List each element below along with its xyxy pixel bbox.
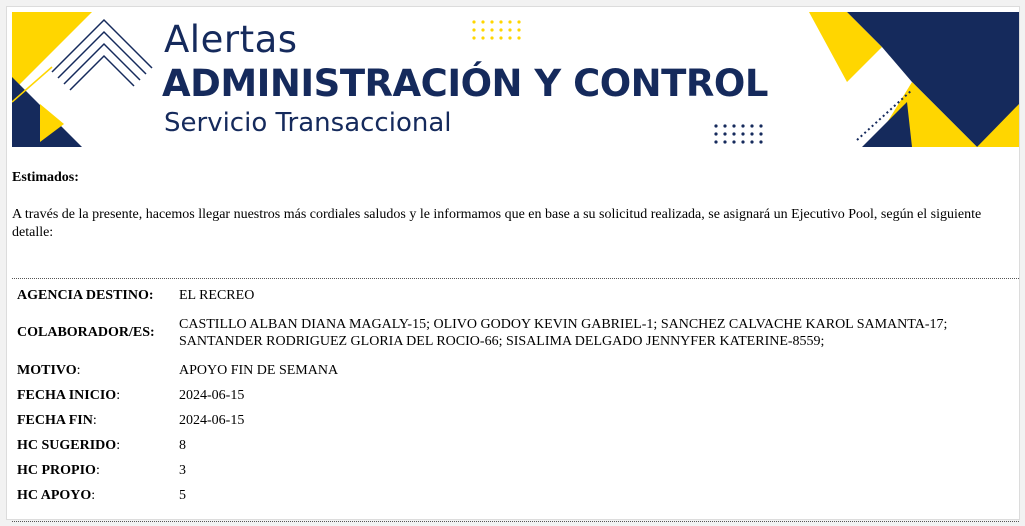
detail-label: FECHA INICIO (17, 387, 117, 403)
detail-row-hc-sugerido (14, 433, 1014, 458)
greeting: Estimados: (12, 170, 79, 185)
detail-value: 3 (179, 463, 186, 478)
banner-title-alertas: Alertas (164, 18, 298, 61)
detail-value: APOYO FIN DE SEMANA (179, 363, 339, 378)
detail-label-suffix: : (116, 437, 121, 453)
detail-label-suffix: : (92, 412, 97, 428)
top-divider (12, 278, 1019, 279)
detail-label: MOTIVO (17, 362, 77, 378)
detail-row-colaboradores (14, 308, 1014, 358)
bottom-divider (12, 521, 1019, 522)
detail-row-fecha-inicio (14, 383, 1014, 408)
detail-value: 5 (179, 488, 186, 503)
detail-value: 2024-06-15 (179, 388, 245, 403)
top-dot-grid (472, 20, 520, 39)
detail-label: COLABORADOR/ES: (17, 325, 155, 340)
detail-label: FECHA FIN (17, 412, 93, 428)
detail-label: HC APOYO (17, 487, 92, 503)
detail-value: 2024-06-15 (179, 413, 245, 428)
detail-label-suffix: : (91, 487, 96, 503)
detail-label-suffix: : (116, 387, 121, 403)
bottom-dot-grid (714, 124, 762, 143)
detail-row-hc-apoyo (14, 483, 1014, 508)
details-table (14, 283, 1014, 508)
detail-label: HC SUGERIDO (17, 437, 117, 453)
detail-label: AGENCIA DESTINO: (17, 287, 154, 303)
detail-label-suffix: : (95, 462, 100, 478)
banner-title-main: ADMINISTRACIÓN Y CONTROL (162, 62, 768, 105)
detail-label-suffix: : (76, 362, 81, 378)
alert-banner (12, 12, 1019, 147)
intro-paragraph: A través de la presente, hacemos llegar nuestros más cordiales saludos y le informamos que en base a su solicitud realizada, se asignará un Ejecutivo Pool, según el siguiente detalle: (12, 207, 982, 240)
banner-subtitle: Servicio Transaccional (164, 108, 452, 138)
detail-value: EL RECREO (179, 288, 255, 303)
detail-label: HC PROPIO (17, 462, 96, 478)
detail-row-motivo (14, 358, 1014, 383)
email-body (6, 6, 1020, 520)
detail-value: 8 (179, 438, 186, 453)
detail-value: CASTILLO ALBAN DIANA MAGALY-15; OLIVO GODOY KEVIN GABRIEL-1; SANCHEZ CALVACHE KAROL SAMANTA-17; SANTANDER RODRIGUEZ GLORIA DEL ROCIO-66; SISALIMA DELGADO JENNYFER KATERINE-8559; (179, 317, 948, 349)
detail-row-agencia (14, 283, 1014, 308)
detail-row-fecha-fin (14, 408, 1014, 433)
detail-row-hc-propio (14, 458, 1014, 483)
right-small-navy-triangle (862, 102, 912, 147)
